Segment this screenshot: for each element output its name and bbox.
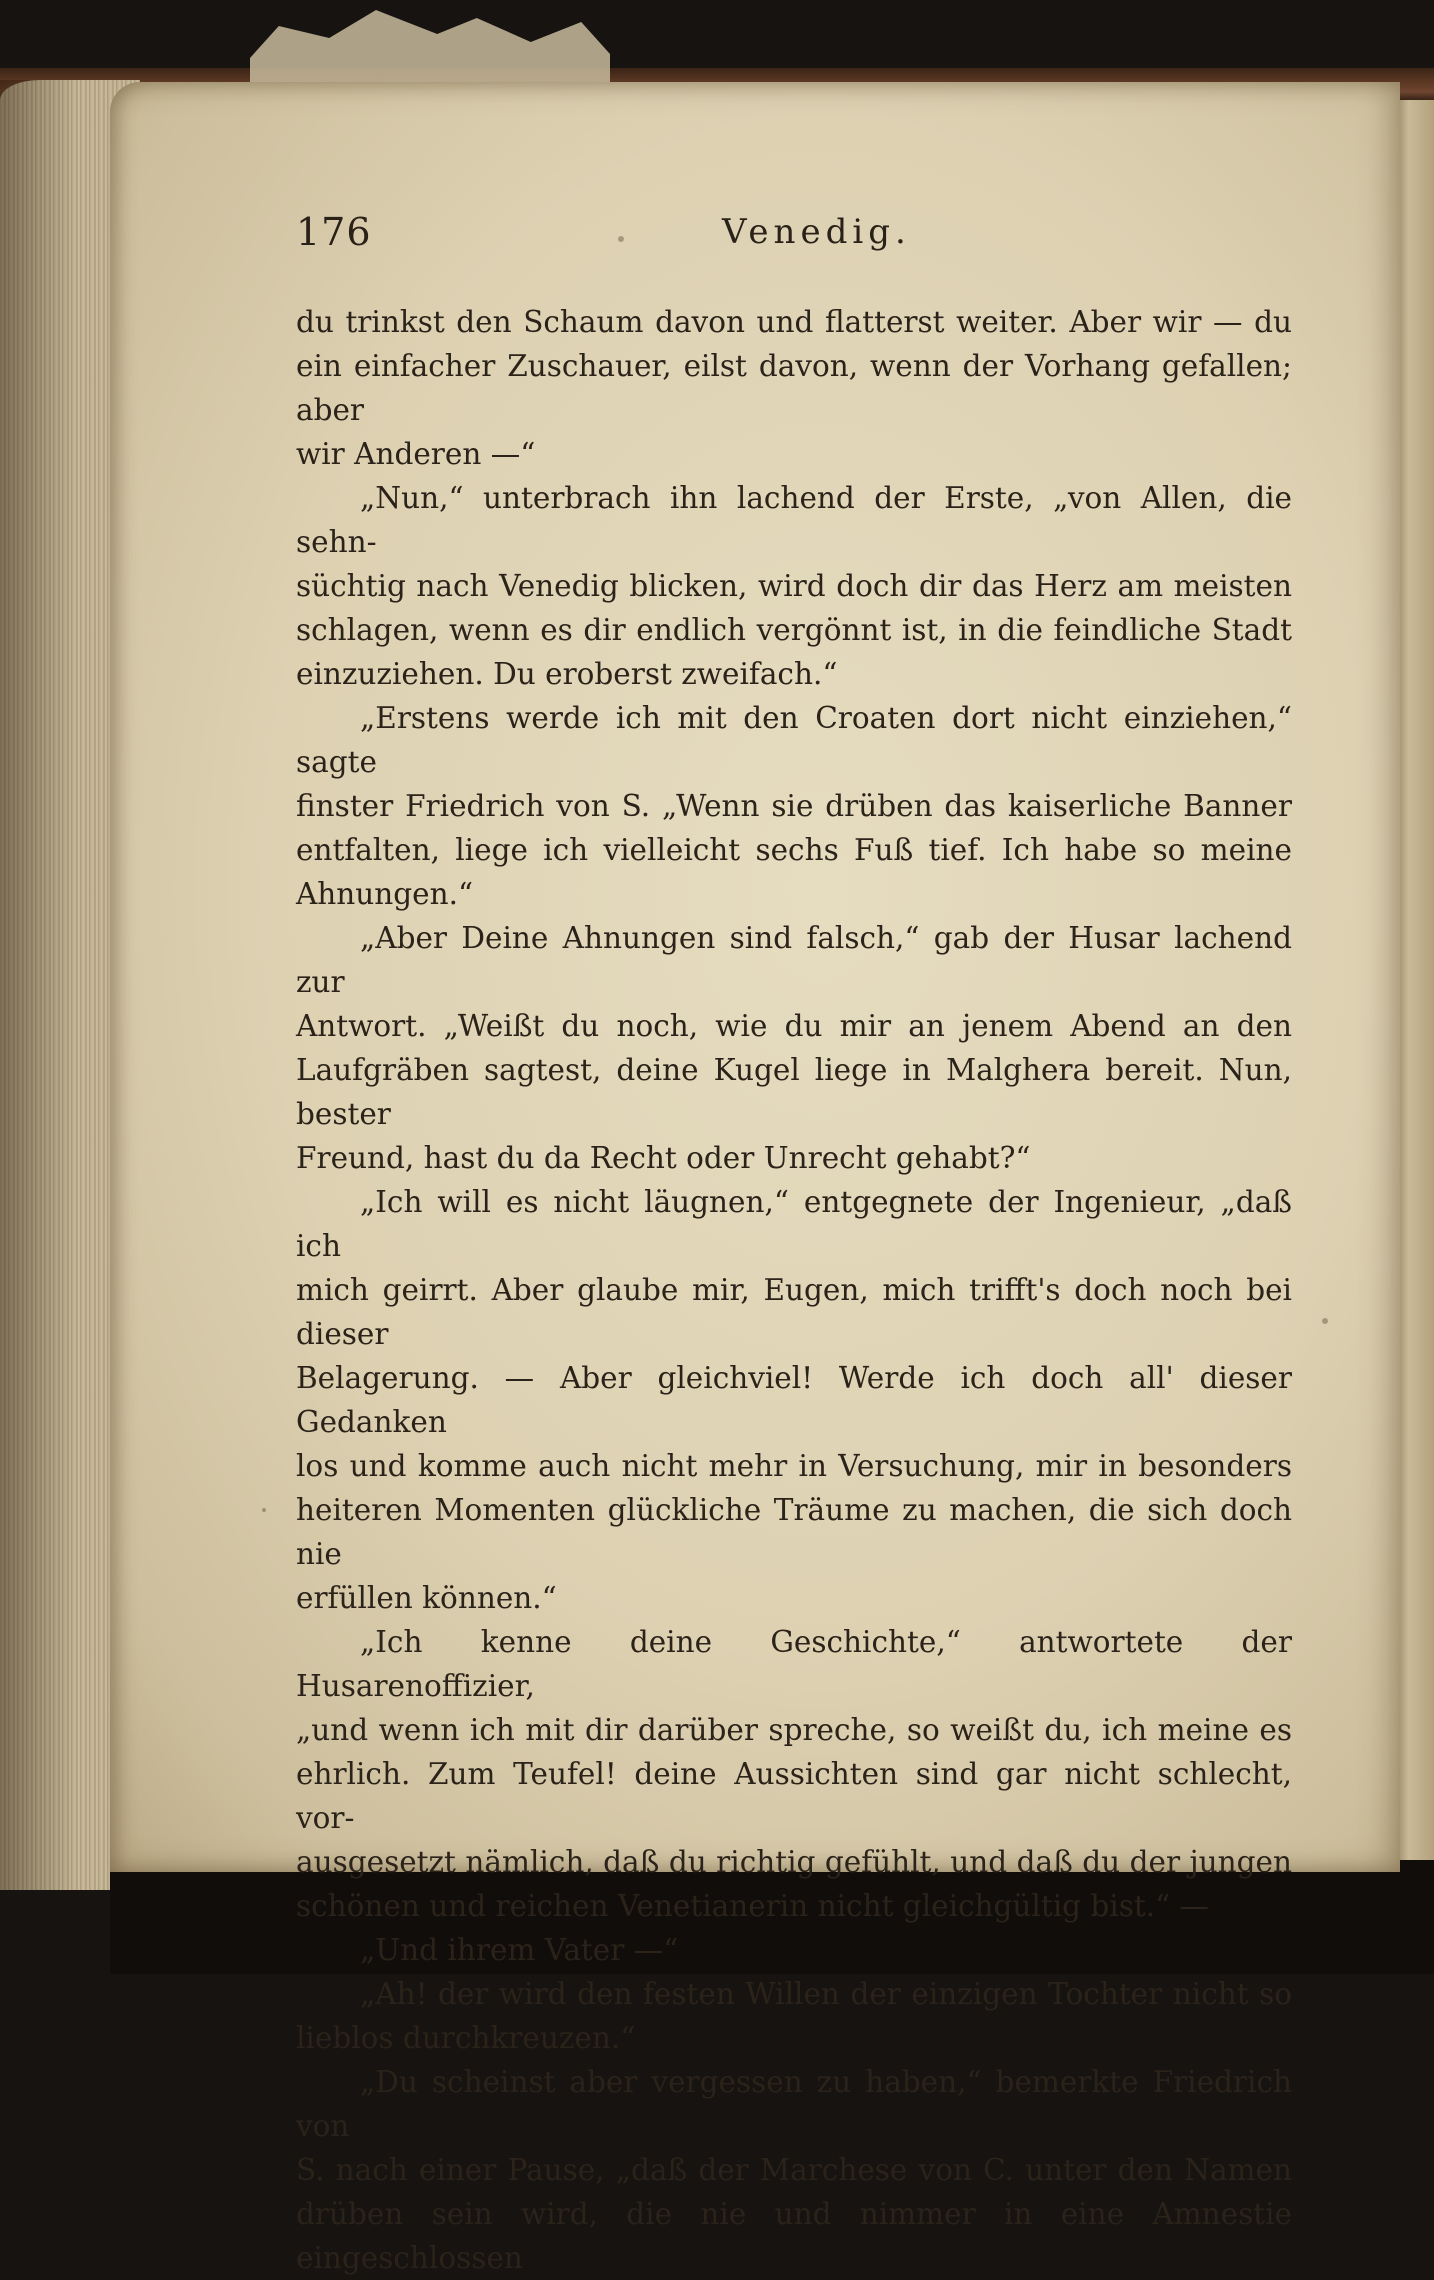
running-title: Venedig. [722,212,911,252]
text-line: drüben sein wird, die nie und nimmer in eine Amnestie eingeschlossen [296,2197,1292,2275]
text-line: wir Anderen —“ [296,437,536,471]
text-line: schlagen, wenn es dir endlich vergönnt ist, in die feindliche Stadt [296,613,1292,647]
paper-speck [1322,1318,1328,1324]
text-line: los und komme auch nicht mehr in Versuchung, mir in besonders [296,1449,1292,1483]
text-line: „Aber Deine Ahnungen sind falsch,“ gab der Husar lachend zur [296,921,1292,999]
text-line: Freund, hast du da Recht oder Unrecht gehabt?“ [296,1141,1031,1175]
text-line: heiteren Momenten glückliche Träume zu machen, die sich doch nie [296,1493,1292,1571]
text-line: Ahnungen.“ [296,877,474,911]
paper-speck [262,1508,266,1512]
text-line: süchtig nach Venedig blicken, wird doch dir das Herz am meisten [296,569,1292,603]
text-line: Laufgräben sagtest, deine Kugel liege in Malghera bereit. Nun, bester [296,1053,1292,1131]
text-line: ein einfacher Zuschauer, eilst davon, wenn der Vorhang gefallen; aber [296,349,1292,427]
text-line: „Ah! der wird den festen Willen der einzigen Tochter nicht so [360,1977,1292,2011]
text-line: erfüllen können.“ [296,1581,557,1615]
text-line: „Und ihrem Vater —“ [360,1933,679,1967]
text-line: „Nun,“ unterbrach ihn lachend der Erste, „von Allen, die sehn- [296,481,1292,559]
text-line: du trinkst den Schaum davon und flatterst weiter. Aber wir — du [296,305,1292,339]
text-line: ausgesetzt nämlich, daß du richtig gefühlt, und daß du der jungen [296,1845,1292,1879]
text-line: Belagerung. — Aber gleichviel! Werde ich doch all' dieser Gedanken [296,1361,1292,1439]
torn-page-fragment [250,10,610,90]
page-header [296,210,1296,270]
text-line: „Ich will es nicht läugnen,“ entgegnete der Ingenieur, „daß ich [296,1185,1292,1263]
text-line: „Du scheinst aber vergessen zu haben,“ bemerkte Friedrich von [296,2065,1292,2143]
text-line: Antwort. „Weißt du noch, wie du mir an jenem Abend an den [296,1009,1292,1043]
text-line: entfalten, liege ich vielleicht sechs Fuß tief. Ich habe so meine [296,833,1292,867]
text-line: „und wenn ich mit dir darüber spreche, so weißt du, ich meine es [296,1713,1292,1747]
text-line: mich geirrt. Aber glaube mir, Eugen, mich trifft's doch noch bei dieser [296,1273,1292,1351]
text-line: schönen und reichen Venetianerin nicht gleichgültig bist.“ — [296,1889,1210,1923]
body-text [296,300,1292,2280]
text-line: einzuziehen. Du eroberst zweifach.“ [296,657,838,691]
text-line: „Ich kenne deine Geschichte,“ antwortete der Husarenoffizier, [296,1625,1292,1703]
text-line: S. nach einer Pause, „daß der Marchese von C. unter den Namen [296,2153,1292,2187]
text-line: ehrlich. Zum Teufel! deine Aussichten sind gar nicht schlecht, vor- [296,1757,1292,1835]
text-line: finster Friedrich von S. „Wenn sie drüben das kaiserliche Banner [296,789,1292,823]
text-line: lieblos durchkreuzen.“ [296,2021,636,2055]
text-line: „Erstens werde ich mit den Croaten dort nicht einziehen,“ sagte [296,701,1292,779]
page-number: 176 [296,210,372,254]
